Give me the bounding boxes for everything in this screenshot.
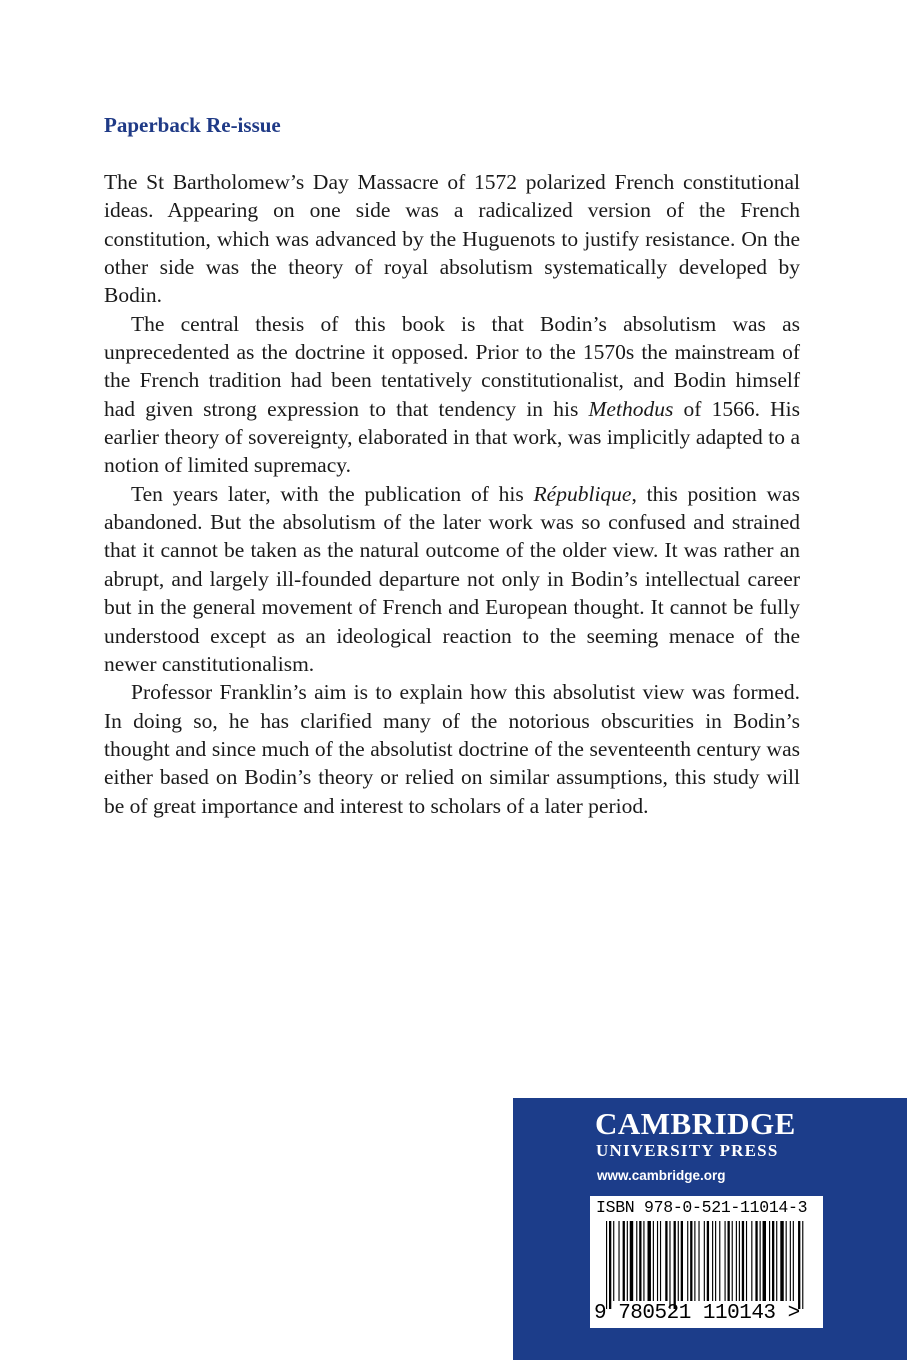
back-cover-blurb (104, 168, 800, 820)
publisher-subtitle: UNIVERSITY PRESS (596, 1141, 779, 1160)
blurb-paragraph-1: The St Bartholomew’s Day Massacre of 1572 polarized French constitutional ideas. Appearing on one side was a radicalized version of the French constitution, which was advanced by the Huguenots to justify resistance. On the other side was the theory of royal absolutism systematically developed by Bodin. (104, 170, 800, 308)
barcode (590, 1196, 823, 1328)
blurb-paragraph-2 (104, 310, 800, 480)
book-title-methodus: Methodus (588, 396, 674, 421)
blurb-text: of 1566. His earlier theory of sovereignty, elaborated in that work, was implicitly adapted to a notion of limited supremacy. (104, 396, 801, 478)
blurb-paragraph-4: Professor Franklin’s aim is to explain how this absolutist view was formed. In doing so, he has clarified many of the notorious obscurities in Bodin’s thought and since much of the absolutist doctrine of the seventeenth century was either based on Bodin’s theory or relied on similar assumptions, this study will be of great importance and interest to scholars of a later period. (104, 680, 800, 818)
isbn-label: ISBN 978-0-521-11014-3 (596, 1198, 808, 1217)
publisher-block (513, 1098, 907, 1360)
blurb-paragraph-3 (104, 480, 800, 678)
barcode-digits: 9 780521 110143 > (594, 1302, 800, 1325)
publisher-name: CAMBRIDGE (595, 1106, 796, 1141)
blurb-text: , this position was abandoned. But the absolutism of the later work was so confused and strained that it cannot be taken as the natural outcome of the older view. It was rather an abrupt, and largely ill-founded departure not only in Bodin’s intellectual career but in the general movement of French and European thought. It cannot be fully understood except as an ideological reaction to the seeming menace of the newer canstitutionalism. (104, 481, 801, 676)
blurb-text: Ten years later, with the publication of his (131, 481, 524, 506)
section-heading: Paperback Re-issue (104, 113, 281, 137)
publisher-url: www.cambridge.org (597, 1168, 726, 1183)
book-title-republique: République (533, 481, 632, 506)
blurb-text: The central thesis of this book is that Bodin’s absolutism was as unprecedented as the doctrine it opposed. Prior to the 1570s the mainstream of the French tradition had been tentatively constitutionalist, and Bodin himself had given strong expression to that tendency in his (104, 311, 800, 421)
